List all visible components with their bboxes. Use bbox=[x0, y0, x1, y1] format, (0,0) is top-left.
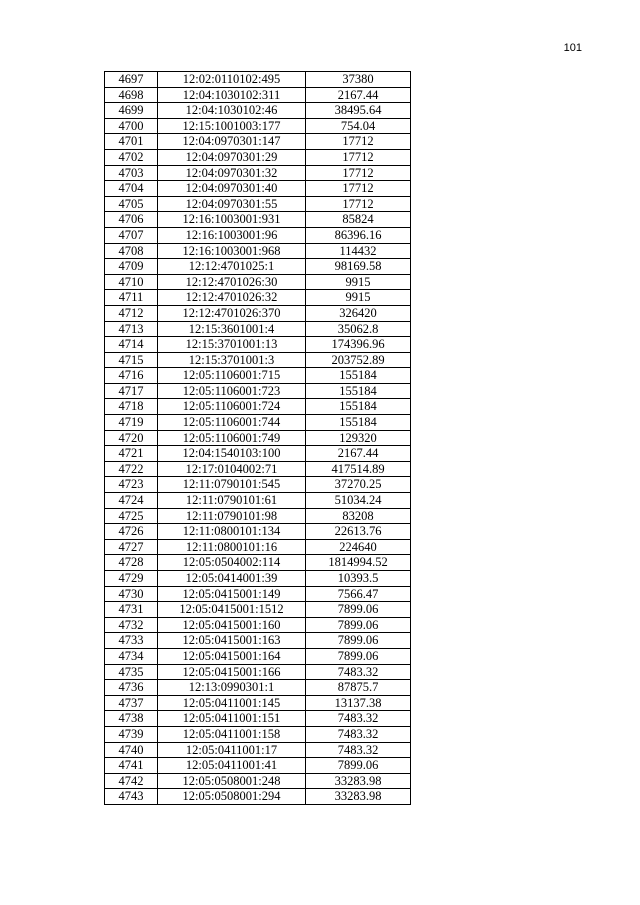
cadastral-number-cell: 12:05:0411001:17 bbox=[158, 742, 306, 758]
value-cell: 13137.38 bbox=[306, 695, 411, 711]
row-number-cell: 4709 bbox=[105, 259, 158, 275]
cadastral-number-cell: 12:05:0415001:1512 bbox=[158, 602, 306, 618]
row-number-cell: 4703 bbox=[105, 165, 158, 181]
table-row bbox=[105, 72, 411, 88]
row-number-cell: 4727 bbox=[105, 539, 158, 555]
value-cell: 224640 bbox=[306, 539, 411, 555]
cadastral-number-cell: 12:11:0790101:98 bbox=[158, 508, 306, 524]
table-row bbox=[105, 196, 411, 212]
value-cell: 85824 bbox=[306, 212, 411, 228]
table-row bbox=[105, 415, 411, 431]
cadastral-number-cell: 12:05:0411001:151 bbox=[158, 711, 306, 727]
table-row bbox=[105, 461, 411, 477]
value-cell: 174396.96 bbox=[306, 337, 411, 353]
table-row bbox=[105, 711, 411, 727]
table-row bbox=[105, 664, 411, 680]
row-number-cell: 4713 bbox=[105, 321, 158, 337]
cadastral-number-cell: 12:16:1003001:96 bbox=[158, 227, 306, 243]
row-number-cell: 4731 bbox=[105, 602, 158, 618]
value-cell: 87875.7 bbox=[306, 680, 411, 696]
cadastral-number-cell: 12:05:1106001:749 bbox=[158, 430, 306, 446]
cadastral-number-cell: 12:05:0508001:294 bbox=[158, 789, 306, 805]
value-cell: 2167.44 bbox=[306, 446, 411, 462]
row-number-cell: 4728 bbox=[105, 555, 158, 571]
cadastral-number-cell: 12:05:0415001:160 bbox=[158, 617, 306, 633]
value-cell: 417514.89 bbox=[306, 461, 411, 477]
table-body bbox=[105, 72, 411, 805]
cadastral-number-cell: 12:11:0800101:16 bbox=[158, 539, 306, 555]
value-cell: 10393.5 bbox=[306, 571, 411, 587]
table-row bbox=[105, 477, 411, 493]
table-row bbox=[105, 274, 411, 290]
cadastral-number-cell: 12:04:0970301:40 bbox=[158, 181, 306, 197]
row-number-cell: 4700 bbox=[105, 118, 158, 134]
table-row bbox=[105, 695, 411, 711]
cadastral-number-cell: 12:16:1003001:968 bbox=[158, 243, 306, 259]
cadastral-number-cell: 12:05:0504002:114 bbox=[158, 555, 306, 571]
cadastral-number-cell: 12:17:0104002:71 bbox=[158, 461, 306, 477]
table-row bbox=[105, 633, 411, 649]
row-number-cell: 4722 bbox=[105, 461, 158, 477]
value-cell: 33283.98 bbox=[306, 789, 411, 805]
page-number: 101 bbox=[563, 42, 582, 54]
row-number-cell: 4707 bbox=[105, 227, 158, 243]
table-row bbox=[105, 337, 411, 353]
value-cell: 51034.24 bbox=[306, 493, 411, 509]
cadastral-number-cell: 12:05:0415001:149 bbox=[158, 586, 306, 602]
value-cell: 7899.06 bbox=[306, 602, 411, 618]
value-cell: 7483.32 bbox=[306, 664, 411, 680]
table-row bbox=[105, 383, 411, 399]
value-cell: 37270.25 bbox=[306, 477, 411, 493]
table-row bbox=[105, 680, 411, 696]
row-number-cell: 4732 bbox=[105, 617, 158, 633]
table-row bbox=[105, 227, 411, 243]
table-row bbox=[105, 789, 411, 805]
row-number-cell: 4719 bbox=[105, 415, 158, 431]
value-cell: 17712 bbox=[306, 134, 411, 150]
cadastral-number-cell: 12:11:0790101:545 bbox=[158, 477, 306, 493]
cadastral-number-cell: 12:04:0970301:32 bbox=[158, 165, 306, 181]
cadastral-number-cell: 12:15:1001003:177 bbox=[158, 118, 306, 134]
cadastral-number-cell: 12:05:0414001:39 bbox=[158, 571, 306, 587]
table-row bbox=[105, 648, 411, 664]
row-number-cell: 4734 bbox=[105, 648, 158, 664]
row-number-cell: 4697 bbox=[105, 72, 158, 88]
table-row bbox=[105, 118, 411, 134]
table-row bbox=[105, 243, 411, 259]
row-number-cell: 4733 bbox=[105, 633, 158, 649]
table-row bbox=[105, 555, 411, 571]
cadastral-number-cell: 12:04:1540103:100 bbox=[158, 446, 306, 462]
value-cell: 326420 bbox=[306, 305, 411, 321]
cadastral-number-cell: 12:15:3701001:3 bbox=[158, 352, 306, 368]
value-cell: 7483.32 bbox=[306, 726, 411, 742]
row-number-cell: 4725 bbox=[105, 508, 158, 524]
cadastral-number-cell: 12:05:0415001:163 bbox=[158, 633, 306, 649]
row-number-cell: 4712 bbox=[105, 305, 158, 321]
row-number-cell: 4706 bbox=[105, 212, 158, 228]
table-row bbox=[105, 571, 411, 587]
value-cell: 83208 bbox=[306, 508, 411, 524]
table-row bbox=[105, 399, 411, 415]
table-row bbox=[105, 508, 411, 524]
row-number-cell: 4739 bbox=[105, 726, 158, 742]
value-cell: 7483.32 bbox=[306, 711, 411, 727]
table-row bbox=[105, 103, 411, 119]
table-row bbox=[105, 149, 411, 165]
cadastral-number-cell: 12:05:0411001:158 bbox=[158, 726, 306, 742]
value-cell: 86396.16 bbox=[306, 227, 411, 243]
cadastral-number-cell: 12:05:0508001:248 bbox=[158, 773, 306, 789]
cadastral-number-cell: 12:05:0415001:164 bbox=[158, 648, 306, 664]
cadastral-number-cell: 12:12:4701026:370 bbox=[158, 305, 306, 321]
value-cell: 155184 bbox=[306, 399, 411, 415]
row-number-cell: 4708 bbox=[105, 243, 158, 259]
cadastral-number-cell: 12:05:0415001:166 bbox=[158, 664, 306, 680]
table-row bbox=[105, 524, 411, 540]
row-number-cell: 4714 bbox=[105, 337, 158, 353]
row-number-cell: 4705 bbox=[105, 196, 158, 212]
row-number-cell: 4726 bbox=[105, 524, 158, 540]
value-cell: 9915 bbox=[306, 290, 411, 306]
cadastral-number-cell: 12:02:0110102:495 bbox=[158, 72, 306, 88]
cadastral-number-cell: 12:05:1106001:724 bbox=[158, 399, 306, 415]
value-cell: 22613.76 bbox=[306, 524, 411, 540]
value-cell: 7899.06 bbox=[306, 617, 411, 633]
value-cell: 17712 bbox=[306, 149, 411, 165]
table-row bbox=[105, 758, 411, 774]
table-row bbox=[105, 773, 411, 789]
table-row bbox=[105, 493, 411, 509]
value-cell: 98169.58 bbox=[306, 259, 411, 275]
row-number-cell: 4717 bbox=[105, 383, 158, 399]
table-row bbox=[105, 446, 411, 462]
cadastral-number-cell: 12:05:0411001:145 bbox=[158, 695, 306, 711]
cadastral-number-cell: 12:05:1106001:715 bbox=[158, 368, 306, 384]
value-cell: 35062.8 bbox=[306, 321, 411, 337]
value-cell: 754.04 bbox=[306, 118, 411, 134]
table-row bbox=[105, 586, 411, 602]
value-cell: 7899.06 bbox=[306, 758, 411, 774]
value-cell: 155184 bbox=[306, 415, 411, 431]
value-cell: 129320 bbox=[306, 430, 411, 446]
row-number-cell: 4704 bbox=[105, 181, 158, 197]
row-number-cell: 4724 bbox=[105, 493, 158, 509]
cadastral-number-cell: 12:11:0790101:61 bbox=[158, 493, 306, 509]
row-number-cell: 4741 bbox=[105, 758, 158, 774]
row-number-cell: 4702 bbox=[105, 149, 158, 165]
cadastral-number-cell: 12:04:0970301:55 bbox=[158, 196, 306, 212]
value-cell: 9915 bbox=[306, 274, 411, 290]
row-number-cell: 4699 bbox=[105, 103, 158, 119]
table-row bbox=[105, 726, 411, 742]
row-number-cell: 4740 bbox=[105, 742, 158, 758]
table-row bbox=[105, 368, 411, 384]
value-cell: 155184 bbox=[306, 368, 411, 384]
table-row bbox=[105, 305, 411, 321]
value-cell: 1814994.52 bbox=[306, 555, 411, 571]
row-number-cell: 4738 bbox=[105, 711, 158, 727]
cadastral-number-cell: 12:11:0800101:134 bbox=[158, 524, 306, 540]
row-number-cell: 4737 bbox=[105, 695, 158, 711]
value-cell: 38495.64 bbox=[306, 103, 411, 119]
table-row bbox=[105, 87, 411, 103]
row-number-cell: 4720 bbox=[105, 430, 158, 446]
cadastral-number-cell: 12:13:0990301:1 bbox=[158, 680, 306, 696]
row-number-cell: 4735 bbox=[105, 664, 158, 680]
cadastral-number-cell: 12:15:3701001:13 bbox=[158, 337, 306, 353]
row-number-cell: 4742 bbox=[105, 773, 158, 789]
value-cell: 7483.32 bbox=[306, 742, 411, 758]
table-row bbox=[105, 539, 411, 555]
table-row bbox=[105, 259, 411, 275]
value-cell: 7566.47 bbox=[306, 586, 411, 602]
row-number-cell: 4698 bbox=[105, 87, 158, 103]
table-row bbox=[105, 602, 411, 618]
row-number-cell: 4715 bbox=[105, 352, 158, 368]
cadastral-number-cell: 12:12:4701026:32 bbox=[158, 290, 306, 306]
table-row bbox=[105, 212, 411, 228]
cadastral-number-cell: 12:04:1030102:46 bbox=[158, 103, 306, 119]
row-number-cell: 4730 bbox=[105, 586, 158, 602]
table-row bbox=[105, 321, 411, 337]
value-cell: 155184 bbox=[306, 383, 411, 399]
table-row bbox=[105, 617, 411, 633]
row-number-cell: 4736 bbox=[105, 680, 158, 696]
cadastral-number-cell: 12:05:0411001:41 bbox=[158, 758, 306, 774]
table-row bbox=[105, 290, 411, 306]
row-number-cell: 4729 bbox=[105, 571, 158, 587]
value-cell: 17712 bbox=[306, 165, 411, 181]
cadastral-number-cell: 12:12:4701026:30 bbox=[158, 274, 306, 290]
row-number-cell: 4710 bbox=[105, 274, 158, 290]
row-number-cell: 4723 bbox=[105, 477, 158, 493]
row-number-cell: 4716 bbox=[105, 368, 158, 384]
table-row bbox=[105, 430, 411, 446]
cadastral-number-cell: 12:12:4701025:1 bbox=[158, 259, 306, 275]
value-cell: 37380 bbox=[306, 72, 411, 88]
cadastral-number-cell: 12:15:3601001:4 bbox=[158, 321, 306, 337]
cadastral-number-cell: 12:05:1106001:723 bbox=[158, 383, 306, 399]
data-table bbox=[104, 71, 411, 805]
value-cell: 17712 bbox=[306, 196, 411, 212]
table-row bbox=[105, 352, 411, 368]
cadastral-number-cell: 12:04:0970301:147 bbox=[158, 134, 306, 150]
value-cell: 17712 bbox=[306, 181, 411, 197]
value-cell: 33283.98 bbox=[306, 773, 411, 789]
table-row bbox=[105, 134, 411, 150]
value-cell: 203752.89 bbox=[306, 352, 411, 368]
table-row bbox=[105, 742, 411, 758]
value-cell: 7899.06 bbox=[306, 633, 411, 649]
cadastral-number-cell: 12:04:1030102:311 bbox=[158, 87, 306, 103]
row-number-cell: 4718 bbox=[105, 399, 158, 415]
value-cell: 114432 bbox=[306, 243, 411, 259]
table-row bbox=[105, 181, 411, 197]
cadastral-number-cell: 12:04:0970301:29 bbox=[158, 149, 306, 165]
row-number-cell: 4721 bbox=[105, 446, 158, 462]
row-number-cell: 4701 bbox=[105, 134, 158, 150]
value-cell: 2167.44 bbox=[306, 87, 411, 103]
row-number-cell: 4743 bbox=[105, 789, 158, 805]
cadastral-number-cell: 12:05:1106001:744 bbox=[158, 415, 306, 431]
cadastral-number-cell: 12:16:1003001:931 bbox=[158, 212, 306, 228]
row-number-cell: 4711 bbox=[105, 290, 158, 306]
table-row bbox=[105, 165, 411, 181]
value-cell: 7899.06 bbox=[306, 648, 411, 664]
